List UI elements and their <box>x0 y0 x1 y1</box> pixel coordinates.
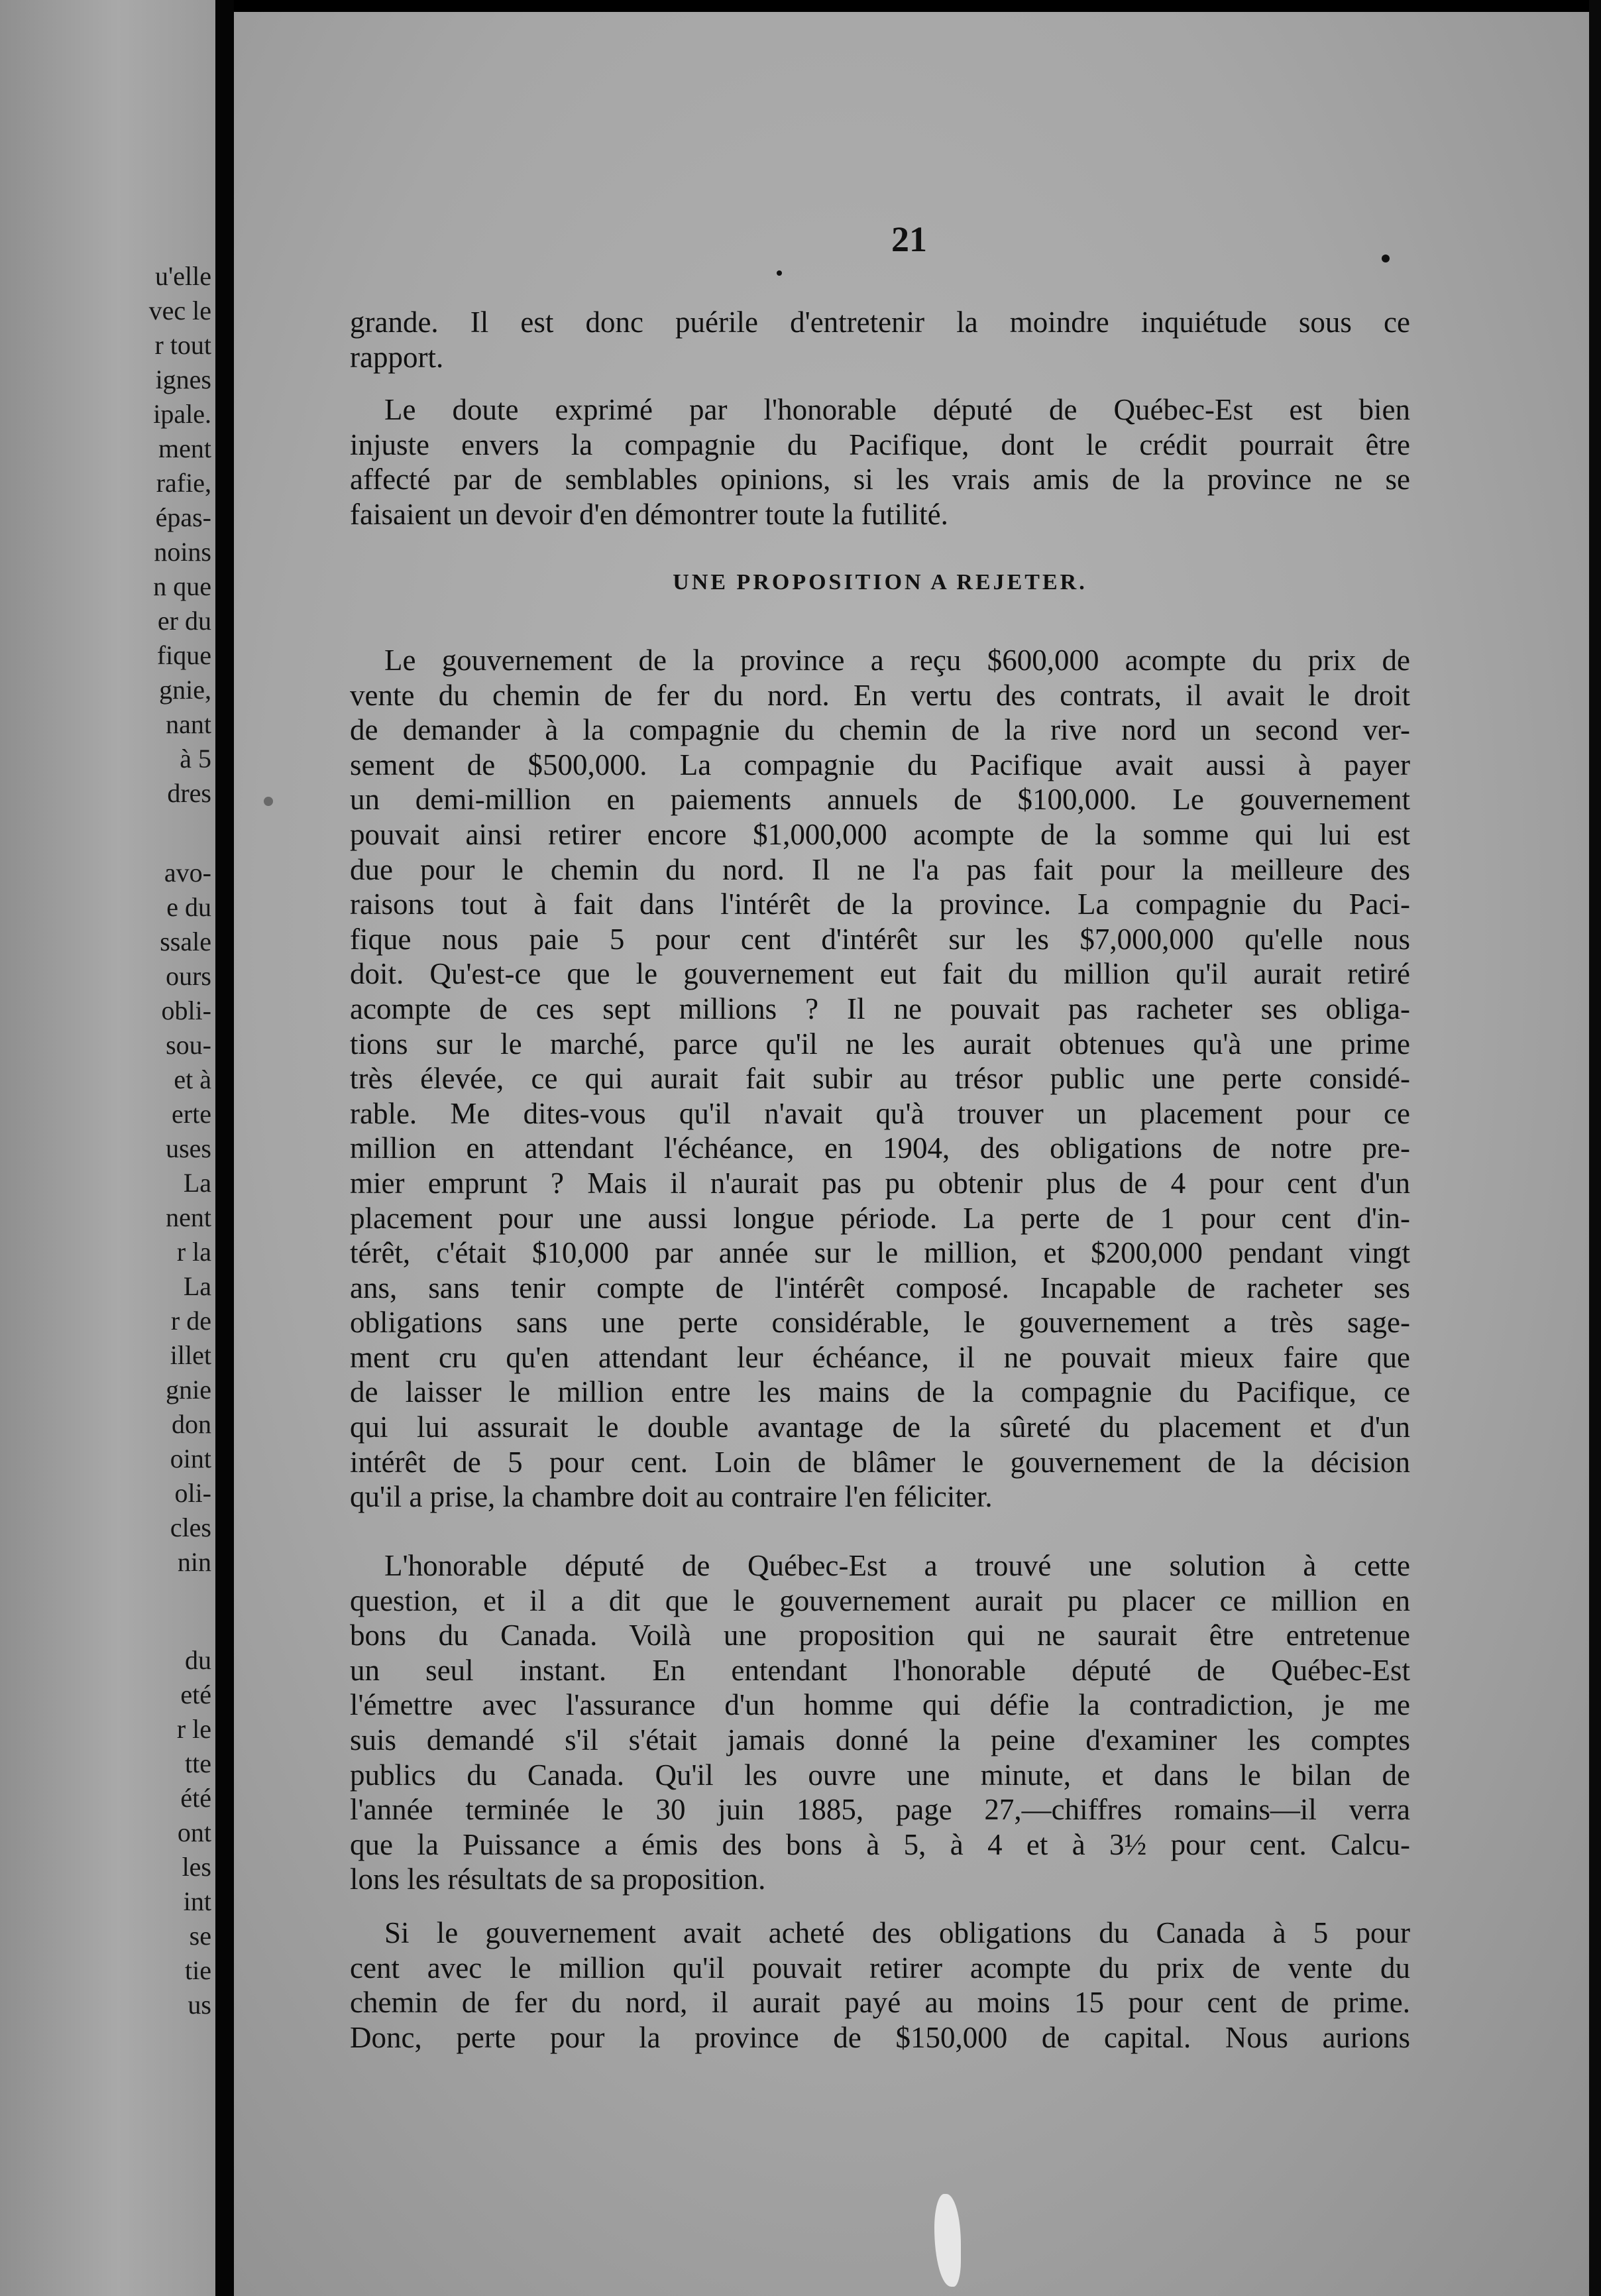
text-line: pouvait ainsi retirer encore $1,000,000 acompte de la somme qui lui est <box>350 817 1410 851</box>
text-line: obligations sans une perte considérable, le gouvernement a très sage- <box>350 1306 1410 1340</box>
scan-border <box>1589 0 1601 2296</box>
text-line: ans, sans tenir compte de l'intérêt composé. Incapable de racheter ses <box>350 1271 1410 1304</box>
text-line: l'émettre avec l'assurance d'un homme qui défie la contradiction, je me <box>350 1688 1410 1722</box>
facing-page-text: avo- <box>164 858 211 888</box>
text-line: suis demandé s'il s'était jamais donné la peine d'examiner les comptes <box>350 1723 1410 1756</box>
text-line: cent avec le million qu'il pouvait retirer acompte du prix de vente du <box>350 1951 1410 1984</box>
text-line: Le doute exprimé par l'honorable député de Québec-Est est bien <box>384 393 1410 426</box>
text-line: fique nous paie 5 pour cent d'intérêt sur les $7,000,000 qu'elle nous <box>350 922 1410 956</box>
facing-page-text: r de <box>170 1306 211 1336</box>
facing-page-text: La <box>183 1271 211 1301</box>
text-line: placement pour une aussi longue période. La perte de 1 pour cent d'in- <box>350 1201 1410 1235</box>
text-line: faisaient un devoir d'en démontrer toute la futilité. <box>350 497 948 531</box>
text-line: raisons tout à fait dans l'intérêt de la province. La compagnie du Paci- <box>350 888 1410 921</box>
facing-page-text: u'elle <box>155 261 211 291</box>
facing-page-text: noins <box>154 537 211 567</box>
facing-page-fragment <box>0 0 215 2296</box>
text-line: qui lui assurait le double avantage de la sûreté du placement et d'un <box>350 1410 1410 1444</box>
facing-page-text: int <box>183 1886 211 1916</box>
paragraph-1 <box>350 305 1410 374</box>
margin-speck <box>264 797 273 806</box>
facing-page-text: été <box>180 1783 211 1813</box>
text-line: L'honorable député de Québec-Est a trouvé une solution à cette <box>384 1549 1410 1582</box>
text-line: doit. Qu'est-ce que le gouvernement eut fait du million qu'il aurait retiré <box>350 957 1410 991</box>
facing-page-text: nant <box>166 709 211 739</box>
facing-page-text: us <box>188 1990 211 2020</box>
text-line: de demander à la compagnie du chemin de la rive nord un second ver- <box>350 713 1410 747</box>
facing-page-text: du <box>185 1645 211 1675</box>
facing-page-text: se <box>189 1921 211 1951</box>
facing-page-text: La <box>183 1168 211 1198</box>
text-line: de laisser le million entre les mains de la compagnie du Pacifique, ce <box>350 1375 1410 1409</box>
facing-page-text: rafie, <box>156 468 211 498</box>
text-line: rapport. <box>350 340 444 374</box>
facing-page-text: illet <box>170 1340 211 1370</box>
text-line: ment cru qu'en attendant leur échéance, il ne pouvait mieux faire que <box>350 1340 1410 1374</box>
text-line: très élevée, ce qui aurait fait subir au trésor public une perte considé- <box>350 1062 1410 1096</box>
facing-page-text: oli- <box>174 1478 211 1508</box>
facing-page-text: vec le <box>148 296 211 325</box>
facing-page-text: ont <box>177 1817 211 1847</box>
text-line: tions sur le marché, parce qu'il ne les aurait obtenues qu'à une prime <box>350 1027 1410 1061</box>
facing-page-text: épas- <box>155 502 211 532</box>
text-line: Donc, perte pour la province de $150,000 de capital. Nous aurions <box>350 2020 1410 2054</box>
paragraph-3 <box>350 643 1410 1515</box>
facing-page-text: à 5 <box>180 744 211 774</box>
facing-page-text: nin <box>177 1547 211 1577</box>
text-line: rable. Me dites-vous qu'il n'avait qu'à trouver un placement pour ce <box>350 1096 1410 1130</box>
facing-page-text: gnie <box>166 1375 211 1405</box>
facing-page-text: et à <box>174 1064 211 1094</box>
facing-page-text: tie <box>185 1955 211 1985</box>
facing-page-text: sou- <box>166 1030 211 1060</box>
text-line: intérêt de 5 pour cent. Loin de blâmer le gouvernement de la décision <box>350 1445 1410 1479</box>
facing-page-text: erte <box>172 1099 211 1129</box>
text-line: affecté par de semblables opinions, si les vrais amis de la province ne se <box>350 463 1410 496</box>
facing-page-text: r tout <box>154 330 211 360</box>
text-line: due pour le chemin du nord. Il ne l'a pas fait pour la meilleure des <box>350 852 1410 886</box>
text-line: chemin de fer du nord, il aurait payé au moins 15 pour cent de prime. <box>350 1986 1410 2020</box>
facing-page-text: les <box>182 1852 211 1882</box>
ink-speck <box>1382 255 1390 262</box>
facing-page-text: r la <box>176 1237 211 1267</box>
text-line: qu'il a prise, la chambre doit au contraire l'en féliciter. <box>350 1480 993 1514</box>
text-line: bons du Canada. Voilà une proposition qui ne saurait être entretenue <box>350 1619 1410 1652</box>
text-line: question, et il a dit que le gouvernement aurait pu placer ce million en <box>350 1583 1410 1617</box>
facing-page-text: e du <box>166 892 211 922</box>
book-gutter <box>215 0 234 2296</box>
page-number: 21 <box>891 219 927 259</box>
text-line: térêt, c'était $10,000 par année sur le million, et $200,000 pendant vingt <box>350 1236 1410 1270</box>
text-line: grande. Il est donc puérile d'entretenir la moindre inquiétude sous ce <box>350 306 1410 339</box>
facing-page-text: dres <box>167 778 211 808</box>
text-line: un demi-million en paiements annuels de $100,000. Le gouvernement <box>350 783 1410 817</box>
facing-page-text: er du <box>157 606 211 636</box>
facing-page-text: n que <box>153 571 211 601</box>
text-line: million en attendant l'échéance, en 1904, des obligations de notre pre- <box>350 1131 1410 1165</box>
facing-page-text: cles <box>170 1513 211 1542</box>
text-line: vente du chemin de fer du nord. En vertu des contrats, il avait le droit <box>350 678 1410 712</box>
facing-page-text: r le <box>176 1714 211 1744</box>
text-line: Si le gouvernement avait acheté des obligations du Canada à 5 pour <box>384 1916 1410 1949</box>
text-line: que la Puissance a émis des bons à 5, à 4 et à 3½ pour cent. Calcu- <box>350 1827 1410 1861</box>
text-line: Le gouvernement de la province a reçu $600,000 acompte du prix de <box>384 644 1410 677</box>
paragraph-4 <box>350 1548 1410 1897</box>
paragraph-5 <box>350 1916 1410 2055</box>
ink-speck <box>777 270 782 276</box>
facing-page-text: gnie, <box>159 675 211 705</box>
facing-page-text: fique <box>156 640 211 670</box>
facing-page-text: obli- <box>161 996 211 1025</box>
paragraph-2 <box>350 392 1410 532</box>
text-line: un seul instant. En entendant l'honorable député de Québec-Est <box>350 1653 1410 1687</box>
facing-page-text: ignes <box>155 365 211 394</box>
facing-page-text: ours <box>166 961 211 991</box>
text-line: mier emprunt ? Mais il n'aurait pas pu obtenir plus de 4 pour cent d'un <box>350 1166 1410 1200</box>
facing-page-text: ssale <box>160 927 211 956</box>
facing-page-text: tte <box>185 1749 211 1778</box>
text-line: l'année terminée le 30 juin 1885, page 27,—chiffres romains—il verra <box>350 1793 1410 1827</box>
facing-page-text: eté <box>180 1680 211 1709</box>
text-line: acompte de ces sept millions ? Il ne pouvait pas racheter ses obliga- <box>350 992 1410 1025</box>
facing-page-text: uses <box>166 1133 211 1163</box>
facing-page-text: ipale. <box>153 399 211 429</box>
facing-page-text: ment <box>158 433 211 463</box>
text-line: sement de $500,000. La compagnie du Pacifique avait aussi à payer <box>350 748 1410 781</box>
text-line: injuste envers la compagnie du Pacifique, dont le crédit pourrait être <box>350 428 1410 461</box>
text-line: publics du Canada. Qu'il les ouvre une minute, et dans le bilan de <box>350 1758 1410 1792</box>
facing-page-text: nent <box>166 1202 211 1232</box>
facing-page-text: oint <box>170 1444 211 1473</box>
section-heading: UNE PROPOSITION A REJETER. <box>673 570 1087 595</box>
facing-page-text: don <box>172 1409 211 1439</box>
text-line: lons les résultats de sa proposition. <box>350 1863 766 1896</box>
